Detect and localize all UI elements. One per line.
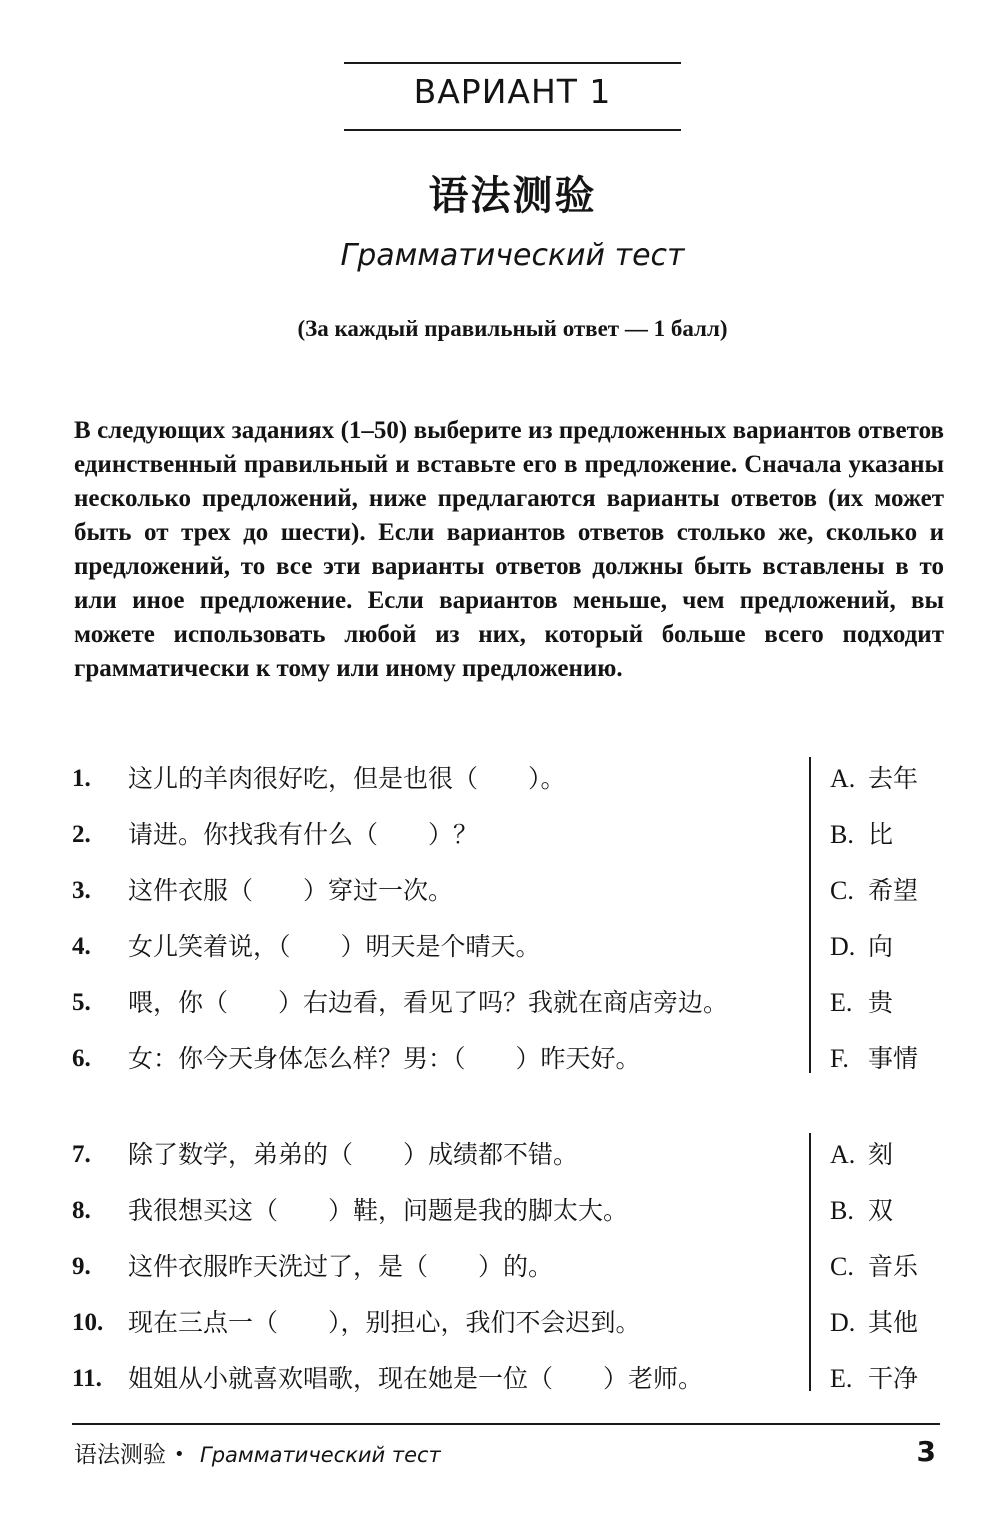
option-letter: A. [830, 764, 856, 793]
option-word: 贵 [868, 988, 894, 1017]
option-word: 其他 [868, 1308, 919, 1337]
question-text: 请进。你找我有什么（ ）？ [128, 820, 479, 849]
options-divider [809, 757, 811, 1073]
question-row [0, 1135, 800, 1175]
option-word: 希望 [868, 876, 919, 905]
question-row [0, 815, 800, 855]
question-number: 10. [72, 1309, 104, 1336]
option-word: 去年 [868, 764, 919, 793]
question-row [0, 759, 800, 799]
question-number: 1. [72, 765, 91, 792]
question-text: 这儿的羊肉很好吃，但是也很（ ）。 [128, 764, 566, 793]
option-item [830, 983, 970, 1023]
page-number: 3 [916, 1435, 936, 1468]
variant-top-rule [344, 62, 681, 64]
question-number: 4. [72, 933, 91, 960]
question-row [0, 983, 800, 1023]
question-number: 3. [72, 877, 91, 904]
footer-rule [72, 1423, 940, 1425]
question-number: 6. [72, 1045, 91, 1072]
option-item [830, 1039, 970, 1079]
option-word: 事情 [868, 1044, 919, 1073]
option-letter: D. [830, 932, 856, 961]
option-letter: E. [830, 1364, 853, 1393]
option-word: 干净 [868, 1364, 919, 1393]
option-word: 向 [868, 932, 894, 961]
option-letter: B. [830, 1196, 854, 1225]
question-row [0, 927, 800, 967]
question-text: 这件衣服昨天洗过了，是（ ）的。 [128, 1252, 554, 1281]
option-word: 双 [868, 1196, 894, 1225]
instructions-paragraph: В следующих заданиях (1–50) выберите из предложенных вариантов ответов единственный правильный и вставьте его в предложение. Сначала указаны несколько предложений, ниже предлагаются варианты ответов (их может быть от трех до шести). Если вариантов ответов столько же, сколько и предложений, то все эти варианты ответов должны быть вставлены в то или иное предложение. Если вариантов меньше, чем предложений, вы можете использовать любой из них, который больше всего подходит грамматически к тому или иному предложению. [74, 417, 944, 682]
question-text: 女儿笑着说，（ ）明天是个晴天。 [128, 932, 541, 961]
question-row [0, 1191, 800, 1231]
question-number: 5. [72, 989, 91, 1016]
question-number: 9. [72, 1253, 91, 1280]
question-text: 除了数学，弟弟的（ ）成绩都不错。 [128, 1140, 579, 1169]
option-item [830, 1303, 970, 1343]
option-item [830, 1191, 970, 1231]
question-number: 11. [72, 1365, 102, 1392]
question-row [0, 1039, 800, 1079]
option-letter: A. [830, 1140, 856, 1169]
option-letter: E. [830, 988, 853, 1017]
variant-title: ВАРИАНТ 1 [413, 72, 612, 111]
option-item [830, 871, 970, 911]
option-word: 音乐 [868, 1252, 919, 1281]
page-subtitle: Грамматический тест [340, 238, 685, 273]
option-letter: C. [830, 1252, 854, 1281]
question-row [0, 871, 800, 911]
question-number: 7. [72, 1141, 91, 1168]
option-item [830, 759, 970, 799]
question-text: 喂，你（ ）右边看，看见了吗？我就在商店旁边。 [128, 988, 729, 1017]
page-title-chinese: 语法测验 [428, 172, 597, 219]
option-letter: C. [830, 876, 854, 905]
question-text: 现在三点一（ ），别担心，我们不会迟到。 [128, 1308, 641, 1337]
question-number: 2. [72, 821, 91, 848]
question-row [0, 1359, 800, 1399]
option-word: 刻 [868, 1140, 894, 1169]
option-item [830, 1247, 970, 1287]
variant-bottom-rule [344, 129, 681, 131]
footer-title-chinese: 语法测验 [74, 1442, 166, 1468]
question-text: 这件衣服（ ）穿过一次。 [128, 876, 454, 905]
option-item [830, 1135, 970, 1175]
question-text: 姐姐从小就喜欢唱歌，现在她是一位（ ）老师。 [128, 1364, 704, 1393]
scoring-note: (За каждый правильный ответ — 1 балл) [297, 316, 728, 341]
option-letter: F. [830, 1044, 849, 1073]
question-number: 8. [72, 1197, 91, 1224]
footer-bullet: • [174, 1444, 185, 1465]
footer-title-russian: Грамматический тест [200, 1443, 441, 1467]
option-letter: D. [830, 1308, 856, 1337]
options-divider [809, 1133, 811, 1391]
option-word: 比 [868, 820, 894, 849]
option-item [830, 815, 970, 855]
option-letter: B. [830, 820, 854, 849]
option-item [830, 927, 970, 967]
question-row [0, 1303, 800, 1343]
question-text: 我很想买这（ ）鞋，问题是我的脚太大。 [128, 1196, 629, 1225]
question-text: 女：你今天身体怎么样？男：（ ）昨天好。 [128, 1044, 641, 1073]
question-row [0, 1247, 800, 1287]
option-item [830, 1359, 970, 1399]
